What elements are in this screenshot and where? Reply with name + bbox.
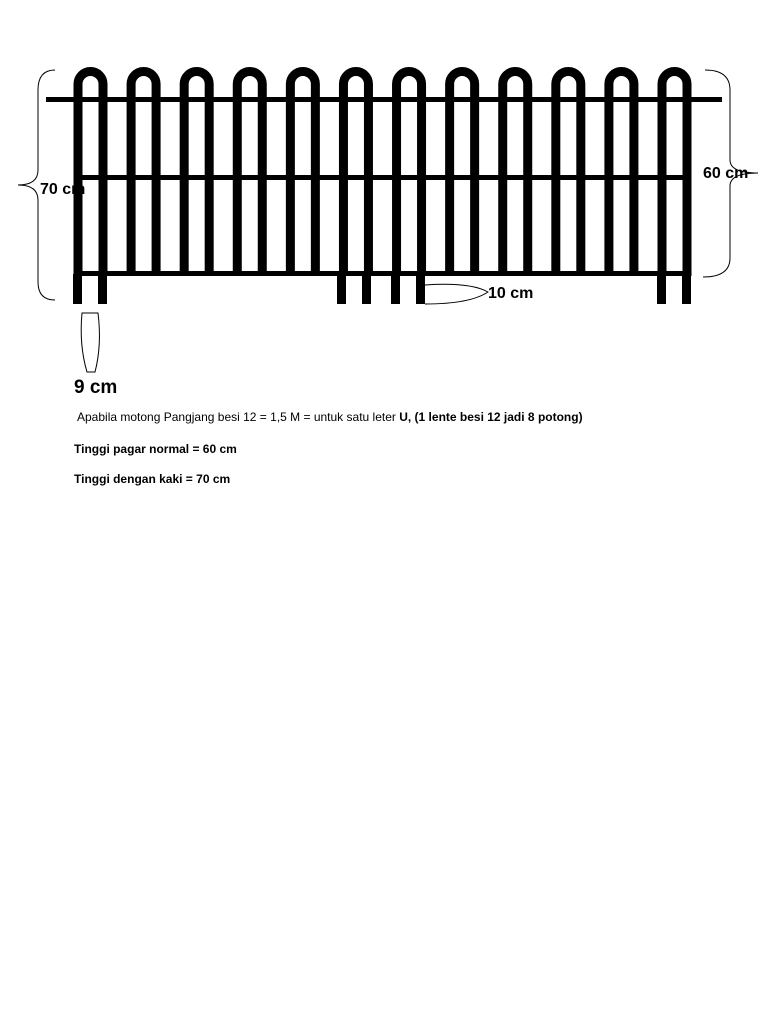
leg-callout — [81, 313, 99, 372]
label-spacing: 10 cm — [488, 285, 534, 302]
note-height-with-legs: Tinggi dengan kaki = 70 cm — [74, 472, 231, 486]
label-height-total: 70 cm — [40, 181, 86, 198]
fence-u-bar — [131, 72, 156, 277]
fence-u-bar — [78, 72, 103, 277]
label-height-normal: 60 cm — [703, 165, 749, 182]
fence-u-bar — [556, 72, 581, 277]
note-cutting-bold: U, (1 lente besi 12 jadi 8 potong) — [399, 410, 583, 424]
bottom-rail — [78, 271, 688, 276]
fence-u-bar — [503, 71, 528, 276]
fence-u-bar — [290, 72, 315, 277]
note-cutting-plain: Apabila motong Pangjang besi 12 = 1,5 M = untuk satu leter — [77, 410, 400, 424]
spacing-callout — [425, 284, 488, 304]
fence-u-bar — [343, 72, 368, 277]
fence-u-bar — [237, 71, 262, 276]
fence-u-bar — [184, 72, 209, 276]
label-leg: 9 cm — [74, 377, 118, 398]
fence-u-bars — [78, 71, 687, 276]
fence-diagram — [0, 0, 768, 400]
fence-u-bar — [397, 72, 422, 276]
fence-u-bar — [662, 72, 687, 277]
note-normal-height: Tinggi pagar normal = 60 cm — [74, 442, 237, 456]
note-cutting — [77, 410, 583, 424]
middle-rail — [78, 175, 688, 180]
top-rail — [46, 97, 722, 102]
fence-u-bar — [609, 72, 634, 277]
fence-u-bar — [450, 72, 475, 277]
fence-legs — [73, 274, 691, 304]
